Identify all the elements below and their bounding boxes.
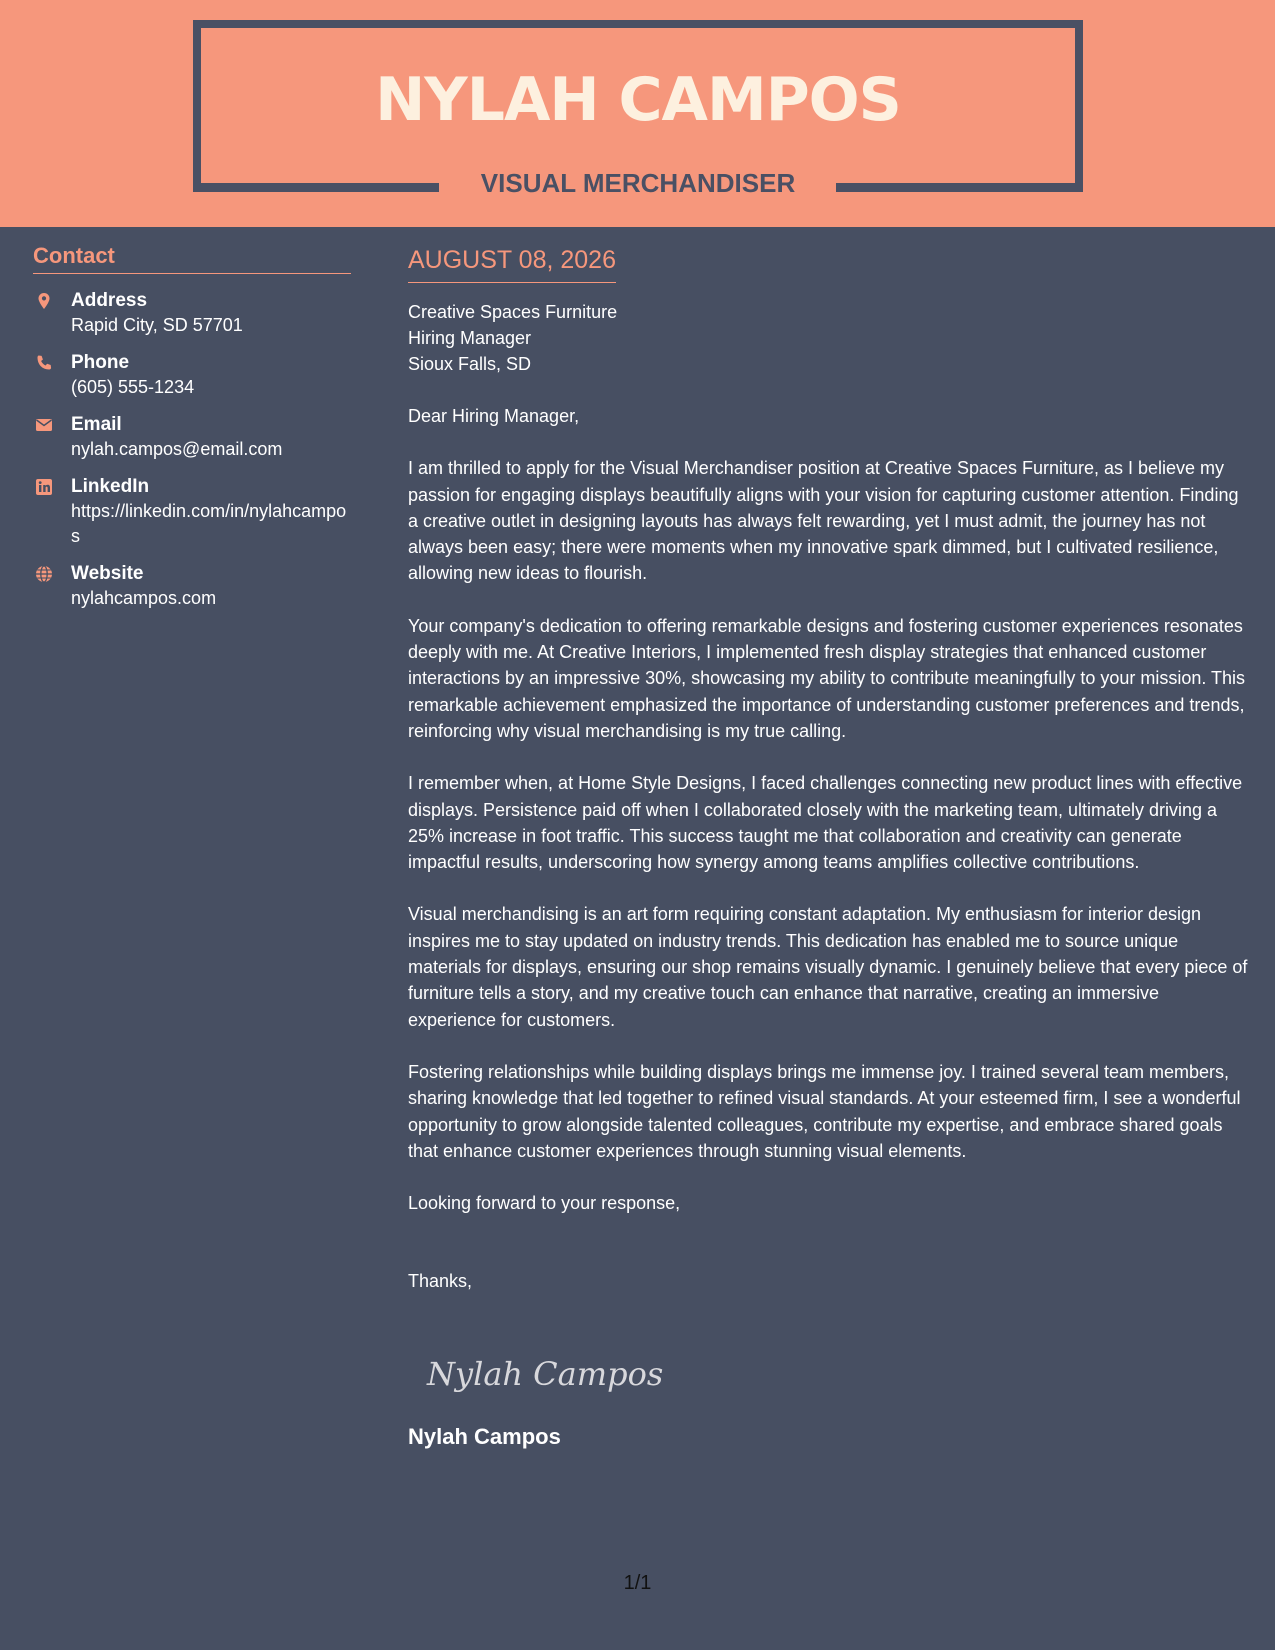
body-paragraph: Fostering relationships while building displays brings me immense joy. I trained several team members, sharing knowledge that led together to refined visual standards. At your esteemed firm, I see a wonderful opportunity to grow alongside talented colleagues, contribute my expertise, and embrace shared goals that enhance customer experiences through stunning visual elements. bbox=[408, 1061, 1241, 1161]
recipient-company: Creative Spaces Furniture bbox=[408, 302, 618, 322]
contact-value: nylah.campos@email.com bbox=[71, 439, 283, 459]
applicant-name: NYLAH CAMPOS bbox=[375, 65, 901, 135]
contact-label: LinkedIn bbox=[71, 476, 150, 497]
header-banner bbox=[0, 0, 1275, 227]
contact-label: Address bbox=[71, 290, 148, 311]
recipient-location: Sioux Falls, SD bbox=[408, 354, 532, 374]
recipient-role: Hiring Manager bbox=[408, 328, 532, 348]
salutation: Dear Hiring Manager, bbox=[408, 406, 580, 426]
contact-value: (605) 555-1234 bbox=[71, 377, 195, 397]
frame-border bbox=[193, 183, 439, 192]
contact-website bbox=[33, 561, 351, 611]
contact-label: Email bbox=[71, 414, 122, 435]
body-paragraph: Visual merchandising is an art form requiring constant adaptation. My enthusiasm for interior design inspires me to stay updated on industry trends. This dedication has enabled me to source unique materials for displays, ensuring our shop remains visually dynamic. I genuinely believe that every piece of furniture tells a story, and my creative touch can enhance that narrative, creating an immersive experience for customers. bbox=[408, 904, 1248, 1030]
contact-value[interactable]: https://linkedin.com/in/nylahcampos bbox=[71, 501, 347, 546]
job-title: VISUAL MERCHANDISER bbox=[480, 168, 796, 198]
phone-icon bbox=[35, 354, 53, 372]
thanks-line: Thanks, bbox=[408, 1271, 473, 1292]
letter-body bbox=[408, 244, 1250, 1452]
contact-label: Website bbox=[71, 563, 144, 584]
handwritten-signature bbox=[423, 1343, 663, 1403]
contact-phone bbox=[33, 350, 351, 400]
globe-icon bbox=[35, 565, 53, 583]
contact-sidebar bbox=[33, 241, 351, 611]
closing-line: Looking forward to your response, bbox=[408, 1193, 681, 1214]
contact-heading: Contact bbox=[33, 241, 351, 274]
letter-date: AUGUST 08, 2026 bbox=[408, 244, 616, 283]
contact-address bbox=[33, 288, 351, 338]
envelope-icon bbox=[35, 416, 53, 434]
frame-border bbox=[836, 183, 1083, 192]
recipient-block bbox=[408, 299, 1250, 377]
contact-linkedin bbox=[33, 474, 351, 549]
frame-border bbox=[193, 20, 1083, 28]
contact-value[interactable]: nylahcampos.com bbox=[71, 588, 217, 608]
signer-name: Nylah Campos bbox=[408, 1423, 561, 1449]
contact-value: Rapid City, SD 57701 bbox=[71, 315, 243, 335]
contact-label: Phone bbox=[71, 352, 130, 373]
body-paragraph: I remember when, at Home Style Designs, I faced challenges connecting new product lines with effective displays. Persistence paid off when I collaborated closely with the marketing team, ultimately driving a 25% increase in foot traffic. This success taught me that collaboration and creativity can generate impactful results, underscoring how synergy among teams amplifies collective contributions. bbox=[408, 773, 1243, 873]
contact-email bbox=[33, 412, 351, 462]
map-pin-icon bbox=[35, 292, 53, 310]
svg-text:Nylah Campos: Nylah Campos bbox=[427, 1354, 663, 1393]
body-paragraph: I am thrilled to apply for the Visual Merchandiser position at Creative Spaces Furniture, as I believe my passion for engaging displays beautifully aligns with your vision for capturing customer attention. Finding a creative outlet in designing layouts has always felt rewarding, yet I must admit, the journey has not always been easy; there were moments when my innovative spark dimmed, but I cultivated resilience, allowing new ideas to flourish. bbox=[408, 458, 1239, 584]
body-paragraph: Your company's dedication to offering remarkable designs and fostering customer experiences resonates deeply with me. At Creative Interiors, I implemented fresh display strategies that enhanced customer interactions by an impressive 30%, showcasing my ability to contribute meaningfully to your mission. This remarkable achievement emphasized the importance of understanding customer preferences and trends, reinforcing why visual merchandising is my true calling. bbox=[408, 615, 1246, 741]
page-number: 1/1 bbox=[623, 1572, 652, 1594]
linkedin-icon bbox=[35, 478, 53, 496]
